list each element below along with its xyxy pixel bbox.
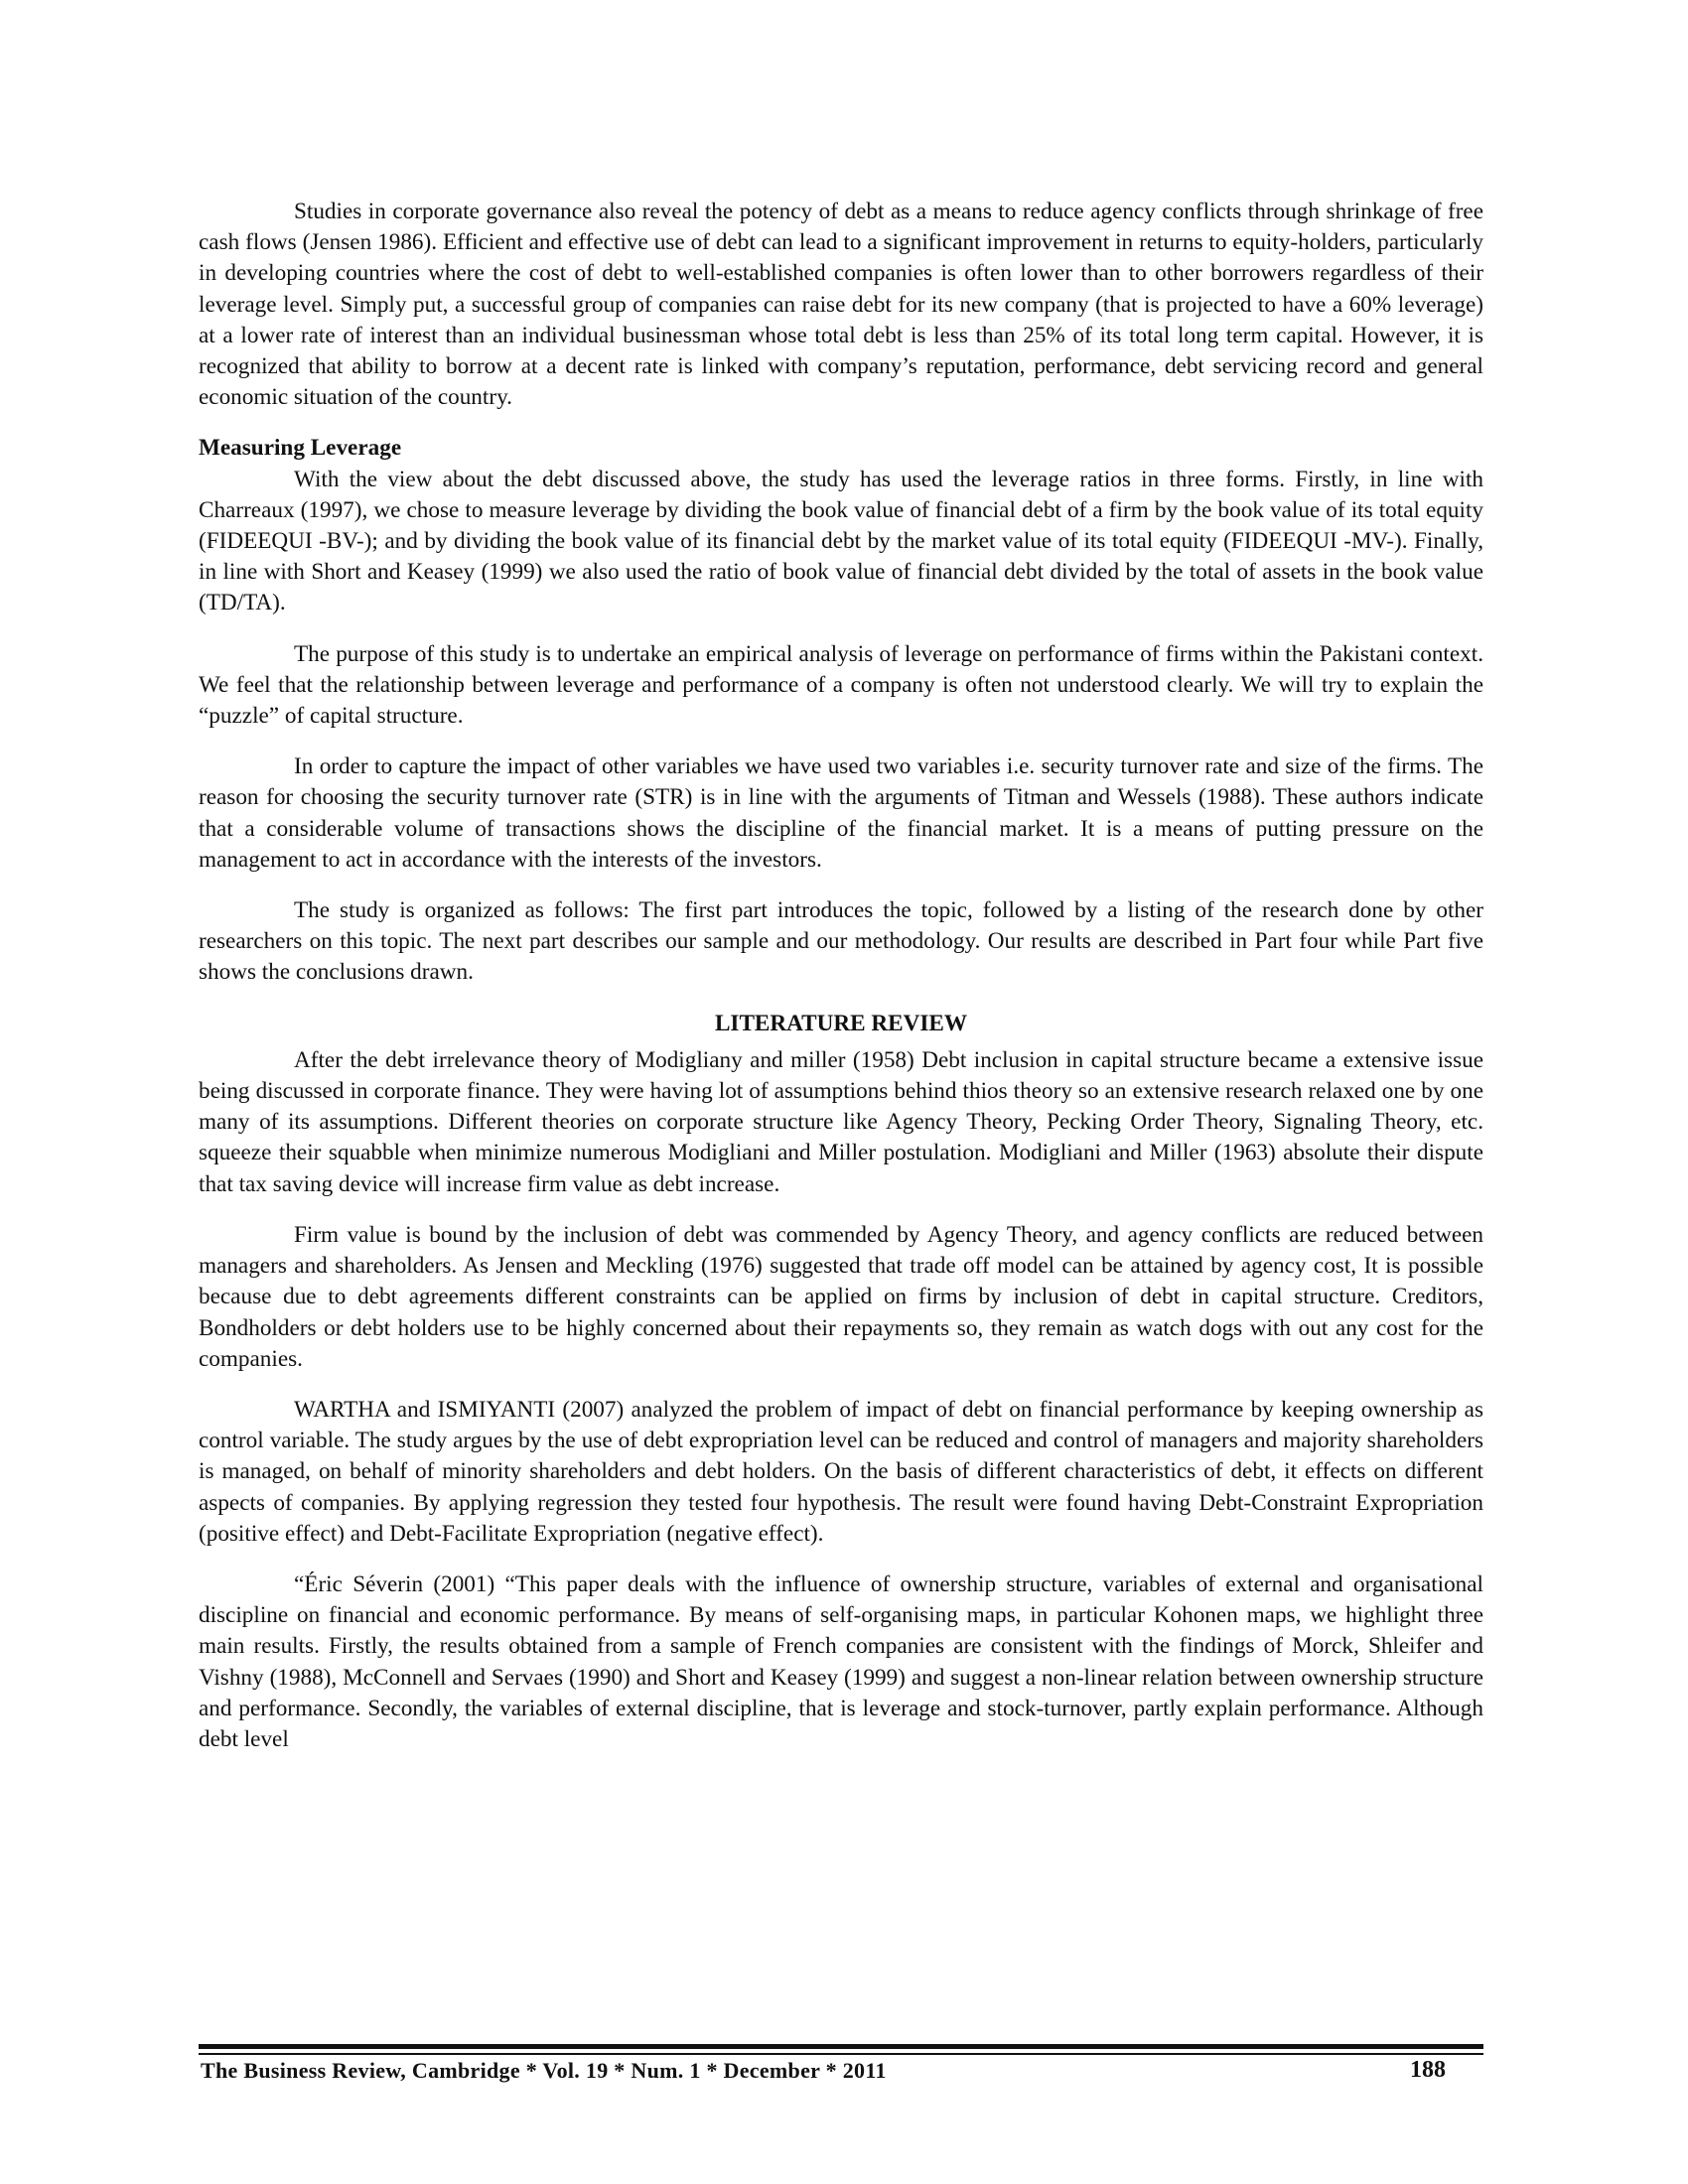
footer-rule-thin: [199, 2053, 1483, 2055]
paragraph-severin: “Éric Séverin (2001) “This paper deals with the influence of ownership structure, variables of external and organisational discipline on financial and economic performance. By means of self-organising maps, in particular Kohonen maps, we highlight three main results. Firstly, the results obtained from a sample of French companies are consistent with the findings of Morck, Shleifer and Vishny (1988), McConnell and Servaes (1990) and Short and Keasey (1999) and suggest a non-linear relation between ownership structure and performance. Secondly, the variables of external discipline, that is leverage and stock-turnover, partly explain performance. Although debt level: [199, 1570, 1483, 1752]
footer-rule-thick: [199, 2044, 1483, 2049]
paragraph-corporate-governance: Studies in corporate governance also reveal the potency of debt as a means to reduce agency conflicts through shrinkage of free cash flows (Jensen 1986). Efficient and effective use of debt can lead to a significant improvement in returns to equity-holders, particularly in developing countries where the cost of debt to well-established companies is often lower than to other borrowers regardless of their leverage level. Simply put, a successful group of companies can raise debt for its new company (that is projected to have a 60% leverage) at a lower rate of interest than an individual businessman whose total debt is less than 25% of its total long term capital. However, it is recognized that ability to borrow at a decent rate is linked with company’s reputation, performance, debt servicing record and general economic situation of the country.: [199, 199, 1483, 411]
page-number: 188: [1410, 2057, 1446, 2083]
heading-literature-review: LITERATURE REVIEW: [714, 1010, 968, 1036]
page-body: [199, 197, 1483, 1775]
paragraph-debt-irrelevance: After the debt irrelevance theory of Modigliany and miller (1958) Debt inclusion in capital structure became a extensive issue being discussed in corporate finance. They were having lot of assumptions behind thios theory so an extensive research relaxed one by one many of its assumptions. Different theories on corporate structure like Agency Theory, Pecking Order Theory, Signaling Theory, etc. squeeze their squabble when minimize numerous Modigliani and Miller postulation. Modigliani and Miller (1963) absolute their dispute that tax saving device will increase firm value as debt increase.: [199, 1046, 1483, 1197]
paragraph-study-organization: The study is organized as follows: The first part introduces the topic, followed by a listing of the research done by other researchers on this topic. The next part describes our sample and our methodology. Our results are described in Part four while Part five shows the conclusions drawn.: [199, 897, 1483, 986]
footer-journal-citation: The Business Review, Cambridge * Vol. 19 * Num. 1 * December * 2011: [201, 2058, 887, 2083]
paragraph-agency-theory: Firm value is bound by the inclusion of debt was commended by Agency Theory, and agency conflicts are reduced between managers and shareholders. As Jensen and Meckling (1976) suggested that trade off model can be attained by agency cost, It is possible because due to debt agreements different constraints can be applied on firms by inclusion of debt in capital structure. Creditors, Bondholders or debt holders use to be highly concerned about their repayments so, they remain as watch dogs with out any cost for the companies.: [199, 1221, 1483, 1372]
paragraph-wartha-ismiyanti: WARTHA and ISMIYANTI (2007) analyzed the problem of impact of debt on financial performance by keeping ownership as control variable. The study argues by the use of debt expropriation level can be reduced and control of managers and majority shareholders is managed, on behalf of minority shareholders and debt holders. On the basis of different characteristics of debt, it effects on different aspects of companies. By applying regression they tested four hypothesis. The result were found having Debt-Constraint Expropriation (positive effect) and Debt-Facilitate Expropriation (negative effect).: [199, 1396, 1483, 1547]
paragraph-measuring-leverage: With the view about the debt discussed above, the study has used the leverage ratios in three forms. Firstly, in line with Charreaux (1997), we chose to measure leverage by dividing the book value of financial debt of a firm by the book value of its total equity (FIDEEQUI -BV-); and by dividing the book value of its financial debt by the market value of its total equity (FIDEEQUI -MV-). Finally, in line with Short and Keasey (1999) we also used the ratio of book value of financial debt divided by the total of assets in the book value (TD/TA).: [199, 466, 1483, 616]
heading-measuring-leverage: Measuring Leverage: [199, 435, 402, 462]
paragraph-other-variables: In order to capture the impact of other variables we have used two variables i.e. security turnover rate and size of the firms. The reason for choosing the security turnover rate (STR) is in line with the arguments of Titman and Wessels (1988). These authors indicate that a considerable volume of transactions shows the discipline of the financial market. It is a means of putting pressure on the management to act in accordance with the interests of the investors.: [199, 753, 1483, 873]
paragraph-study-purpose: The purpose of this study is to undertake an empirical analysis of leverage on performance of firms within the Pakistani context. We feel that the relationship between leverage and performance of a company is often not understood clearly. We will try to explain the “puzzle” of capital structure.: [199, 640, 1483, 730]
